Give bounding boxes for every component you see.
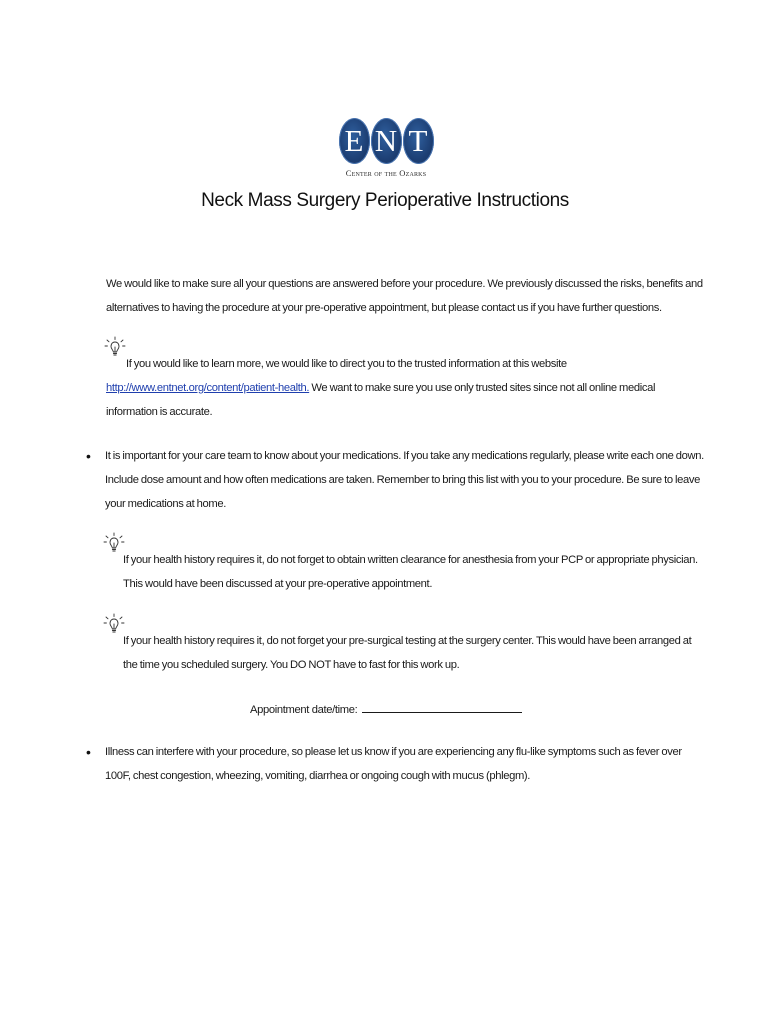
intro-paragraph: We would like to make sure all your questions are answered before your procedure. We previously discussed the risks, benefits and alternatives to having the procedure at your pre-operative appointment, but please contact us if you have further questions. (106, 278, 703, 314)
logo-letter-t: T (403, 118, 434, 164)
appointment-blank-line[interactable] (362, 702, 522, 713)
bullet-illness-text: Illness can interfere with your procedure, so please let us know if you are experiencing any flu-like symptoms such as fever over 100F, chest congestion, wheezing, vomiting, diarrhea or ongoing cough with mucus (phlegm). (105, 746, 682, 782)
tip-learn-more-text-after: We want to make sure you use only trusted sites since not all online medical information is accurate. (106, 382, 656, 418)
tip-clearance-text: If your health history requires it, do not forget to obtain written clearance for anesthesia from your PCP or appropriate physician. This would have been discussed at your pre-operative appointment. (123, 554, 698, 590)
bullet-illness-marker: • (86, 744, 91, 760)
logo-subtitle: Center of the Ozarks (345, 168, 427, 178)
tip-clearance (105, 548, 705, 596)
logo-letter-n: N (371, 118, 402, 164)
tip-learn-more-continued (106, 376, 696, 424)
appointment-field (250, 698, 522, 722)
logo-letters (336, 118, 436, 164)
ent-logo (336, 118, 436, 186)
appointment-label: Appointment date/time: (250, 704, 358, 716)
bullet-medications-text: It is important for your care team to know about your medications. If you take any medications regularly, please write each one down. Include dose amount and how often medications are taken. Remember to bring this list with you to your procedure. Be sure to leave your medications at home. (105, 450, 704, 510)
tip-learn-more (106, 352, 696, 424)
page-title: Neck Mass Surgery Perioperative Instructions (201, 190, 569, 211)
patient-health-link[interactable]: http://www.entnet.org/content/patient-health. (106, 382, 310, 394)
tip-learn-more-text: If you would like to learn more, we would like to direct you to the trusted information at this website (126, 358, 567, 370)
tip-testing (105, 629, 705, 677)
tip-testing-text: If your health history requires it, do not forget your pre-surgical testing at the surgery center. This would have been arranged at the time you scheduled surgery. You DO NOT have to fast for this work up. (123, 635, 692, 671)
logo-letter-e: E (339, 118, 370, 164)
bullet-medications-marker: • (86, 448, 91, 464)
